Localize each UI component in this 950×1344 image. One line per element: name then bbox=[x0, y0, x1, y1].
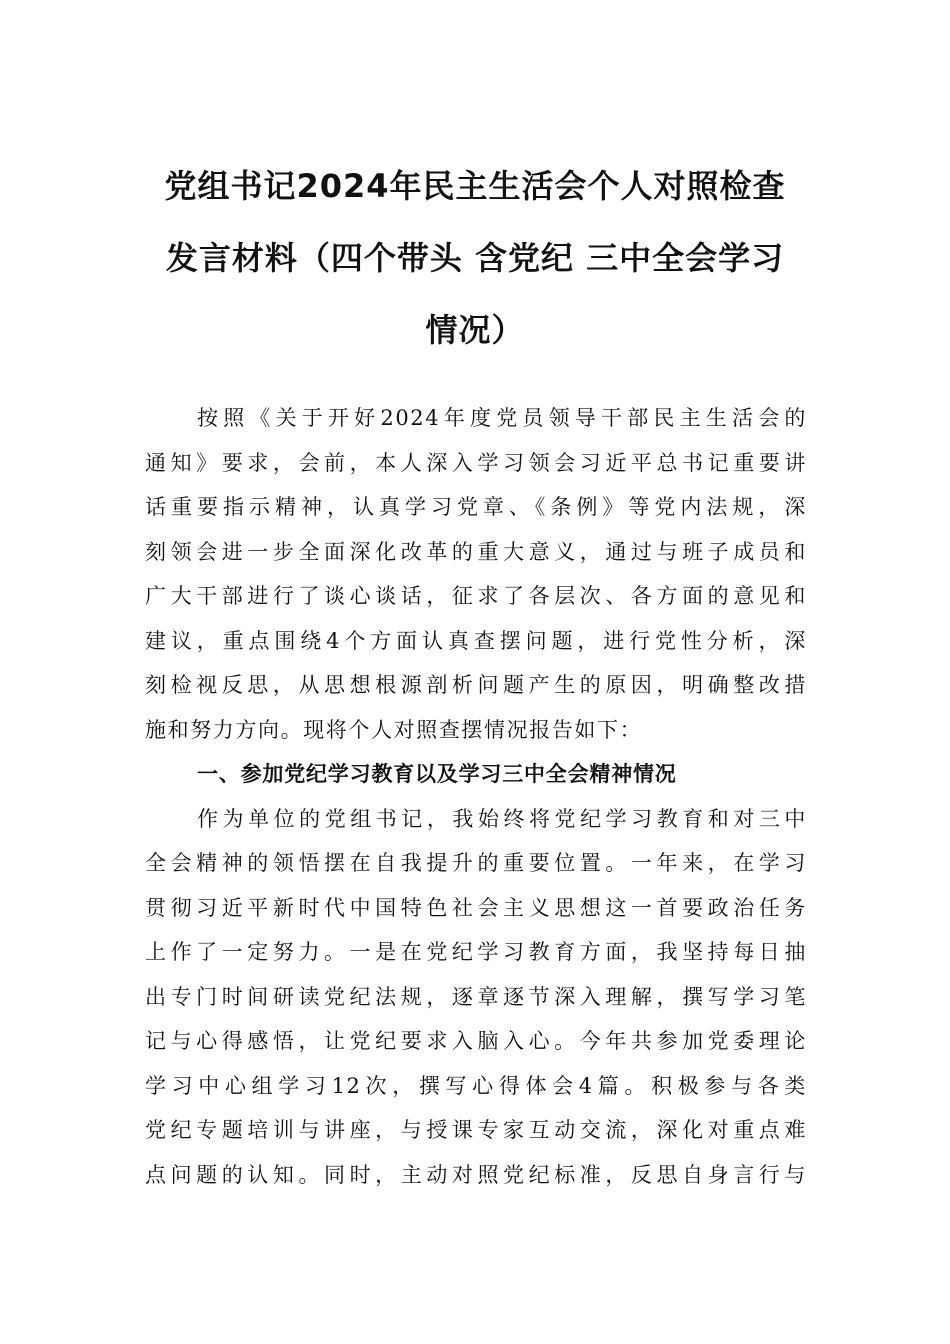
title-line-2: 发言材料（四个带头 含党纪 三中全会学习 bbox=[165, 239, 785, 277]
section-1-paragraph bbox=[145, 797, 807, 1198]
section-1-line: 学习中心组学习12次，撰写心得体会4篇。积极参与各类 bbox=[145, 1073, 807, 1098]
document-title bbox=[130, 150, 820, 366]
intro-line: 广大干部进行了谈心谈话，征求了各层次、各方面的意见和 bbox=[145, 584, 807, 608]
intro-line: 建议，重点围绕4个方面认真查摆问题，进行党性分析，深 bbox=[145, 628, 807, 653]
title-line-3: 情况） bbox=[425, 311, 525, 349]
section-1-line: 全会精神的领悟摆在自我提升的重要位置。一年来，在学习 bbox=[145, 851, 807, 875]
section-1-line: 点问题的认知。同时，主动对照党纪标准，反思自身言行与 bbox=[145, 1162, 807, 1187]
intro-line: 话重要指示精神，认真学习党章、《条例》等党内法规，深 bbox=[145, 495, 807, 519]
document-body bbox=[145, 396, 807, 1197]
intro-line: 通知》要求，会前，本人深入学习领会习近平总书记重要讲 bbox=[145, 450, 807, 475]
intro-paragraph bbox=[145, 396, 807, 752]
section-1-line: 上作了一定努力。一是在党纪学习教育方面，我坚持每日抽 bbox=[145, 940, 807, 964]
intro-line: 施和努力方向。现将个人对照查摆情况报告如下： bbox=[145, 717, 643, 742]
section-1-line: 记与心得感悟，让党纪要求入脑入心。今年共参加党委理论 bbox=[145, 1029, 807, 1053]
section-1-line: 出专门时间研读党纪法规，逐章逐节深入理解，撰写学习笔 bbox=[145, 984, 807, 1009]
section-1-line: 贯彻习近平新时代中国特色社会主义思想这一首要政治任务 bbox=[145, 895, 807, 920]
intro-line: 刻检视反思，从思想根源剖析问题产生的原因，明确整改措 bbox=[145, 673, 807, 697]
intro-line: 按照《关于开好2024年度党员领导干部民主生活会的 bbox=[197, 406, 807, 430]
section-1-line: 作为单位的党组书记，我始终将党纪学习教育和对三中 bbox=[197, 806, 807, 831]
title-line-1: 党组书记2024年民主生活会个人对照检查 bbox=[164, 167, 786, 205]
intro-line: 刻领会进一步全面深化改革的重大意义，通过与班子成员和 bbox=[145, 539, 807, 564]
section-1-heading: 一、参加党纪学习教育以及学习三中全会精神情况 bbox=[197, 762, 677, 786]
section-1-line: 党纪专题培训与讲座，与授课专家互动交流，深化对重点难 bbox=[145, 1118, 807, 1142]
